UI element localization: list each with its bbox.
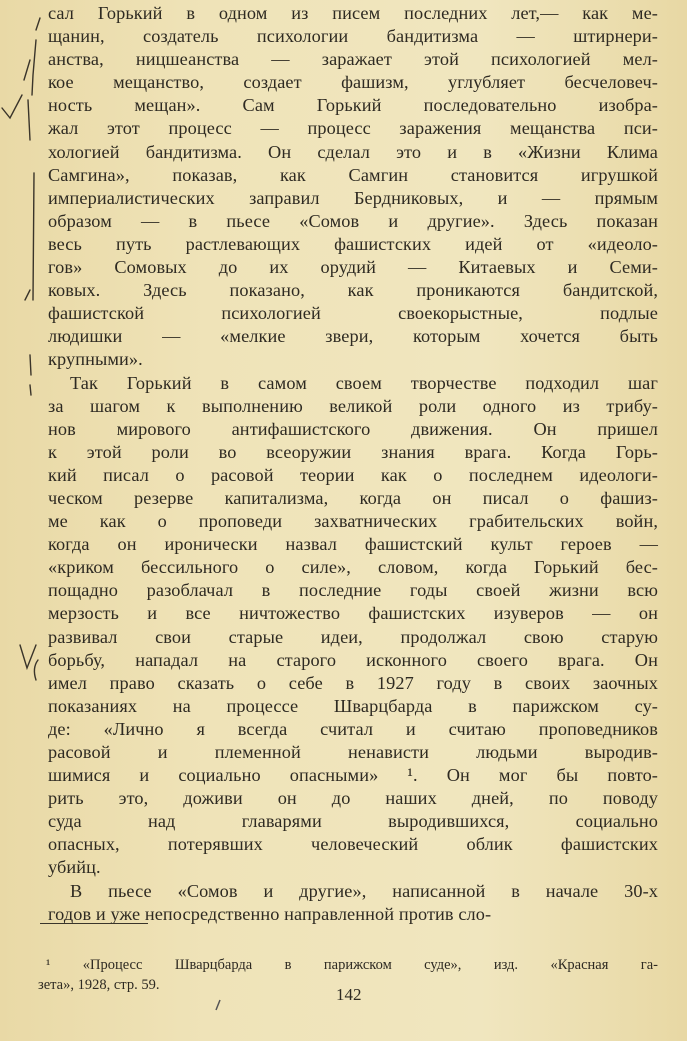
text-line: жал этот процесс — процесс заражения мещанства пси- — [48, 118, 658, 139]
margin-bracket-mark — [32, 18, 40, 95]
check-mark-icon — [2, 95, 22, 118]
text-line: кое мещанство, создает фашизм, углубляет бесчеловеч- — [48, 72, 658, 93]
check-mark-icon — [20, 645, 36, 668]
margin-line-mark — [33, 173, 34, 300]
text-line: В пьесе «Сомов и другие», написанной в начале 30-х — [70, 880, 658, 901]
text-line: фашистской психологией своекорыстные, подлые — [48, 303, 658, 324]
text-line: хологией бандитизма. Он сделал это и в «Жизни Клима — [48, 141, 658, 162]
text-line: ческом резерве капитализма, когда он писал о фашиз- — [48, 487, 658, 508]
text-line: ность мещан». Сам Горький последовательно изобра- — [48, 95, 658, 116]
text-line: когда он иронически назвал фашистский культ героев — — [48, 534, 658, 555]
paragraph — [48, 880, 658, 926]
text-line: имел право сказать о себе в 1927 году в своих заочных — [48, 672, 658, 693]
text-line: сал Горький в одном из писем последних лет,— как ме- — [48, 3, 658, 23]
text-line: опасных, потерявших человеческий облик фашистских — [48, 834, 658, 855]
text-line: анства, ницшеанства — заражает этой психологией мел- — [48, 49, 658, 70]
text-line: за шагом к выполнению великой роли одного из трибу- — [48, 395, 658, 416]
text-line: ковых. Здесь показано, как проникаются бандитской, — [48, 280, 658, 301]
text-line: годов и уже непосредственно направленной против сло- — [48, 903, 492, 924]
text-line: кий писал о расовой теории как о последнем идеологи- — [48, 464, 658, 485]
text-line: к этой роли во всеоружии знания врага. Когда Горь- — [48, 441, 658, 462]
text-line: весь путь растлевающих фашистских идей от «идеоло- — [48, 233, 658, 254]
text-line: пощадно разоблачал в последние годы своей жизни всю — [48, 580, 658, 601]
text-line: суда над главарями выродившихся, социально — [48, 811, 658, 832]
text-line: развивал свои старые идеи, продолжал свою старую — [48, 626, 658, 647]
text-line: щанин, создатель психологии бандитизма — штирнери- — [48, 26, 658, 47]
text-line: нов мирового антифашистского движения. Он пришел — [48, 418, 658, 439]
text-line: империалистических заправил Бердниковых, и — прямым — [48, 187, 658, 208]
paragraph — [48, 372, 658, 880]
text-line: Так Горький в самом своем творчестве подходил шаг — [70, 372, 658, 393]
text-line: расовой и племенной ненависти людьми выродив- — [48, 742, 658, 762]
footnote-divider — [40, 923, 148, 924]
footnote-line: ¹ «Процесс Шварцбарда в парижском суде», изд. «Красная га- — [46, 957, 658, 973]
text-line: убийц. — [48, 857, 101, 878]
text-line: де: «Лично я всегда считал и считаю проповедников — [48, 718, 658, 739]
body-text — [48, 2, 658, 926]
text-line: «криком бессильного о силе», словом, когда Горький бес- — [48, 557, 658, 578]
text-line: ме как о проповеди захватнических грабительских войн, — [48, 511, 658, 532]
text-line: образом — в пьесе «Сомов и другие». Здесь показан — [48, 210, 658, 231]
text-line: показаниях на процессе Шварцбарда в парижском су- — [48, 695, 658, 716]
page-number: 142 — [336, 985, 362, 1004]
text-line: крупными». — [48, 349, 143, 370]
text-line: рить это, доживи он до наших дней, по поводу — [48, 788, 658, 809]
paragraph — [48, 2, 658, 372]
text-line: шимися и социально опасными» ¹. Он мог бы повто- — [48, 765, 658, 786]
footnote-line: зета», 1928, стр. 59. — [38, 977, 160, 993]
text-line: гов» Сомовых до их орудий — Китаевых и Семи- — [48, 257, 658, 278]
text-line: борьбу, нападал на старого исконного своего врага. Он — [48, 649, 658, 670]
text-line: Самгина», показав, как Самгин становится игрушкой — [48, 164, 658, 185]
text-line: людишки — «мелкие звери, которым хочется быть — [48, 326, 658, 347]
text-line: мерзость и все ничтожество фашистских изуверов — он — [48, 603, 658, 624]
